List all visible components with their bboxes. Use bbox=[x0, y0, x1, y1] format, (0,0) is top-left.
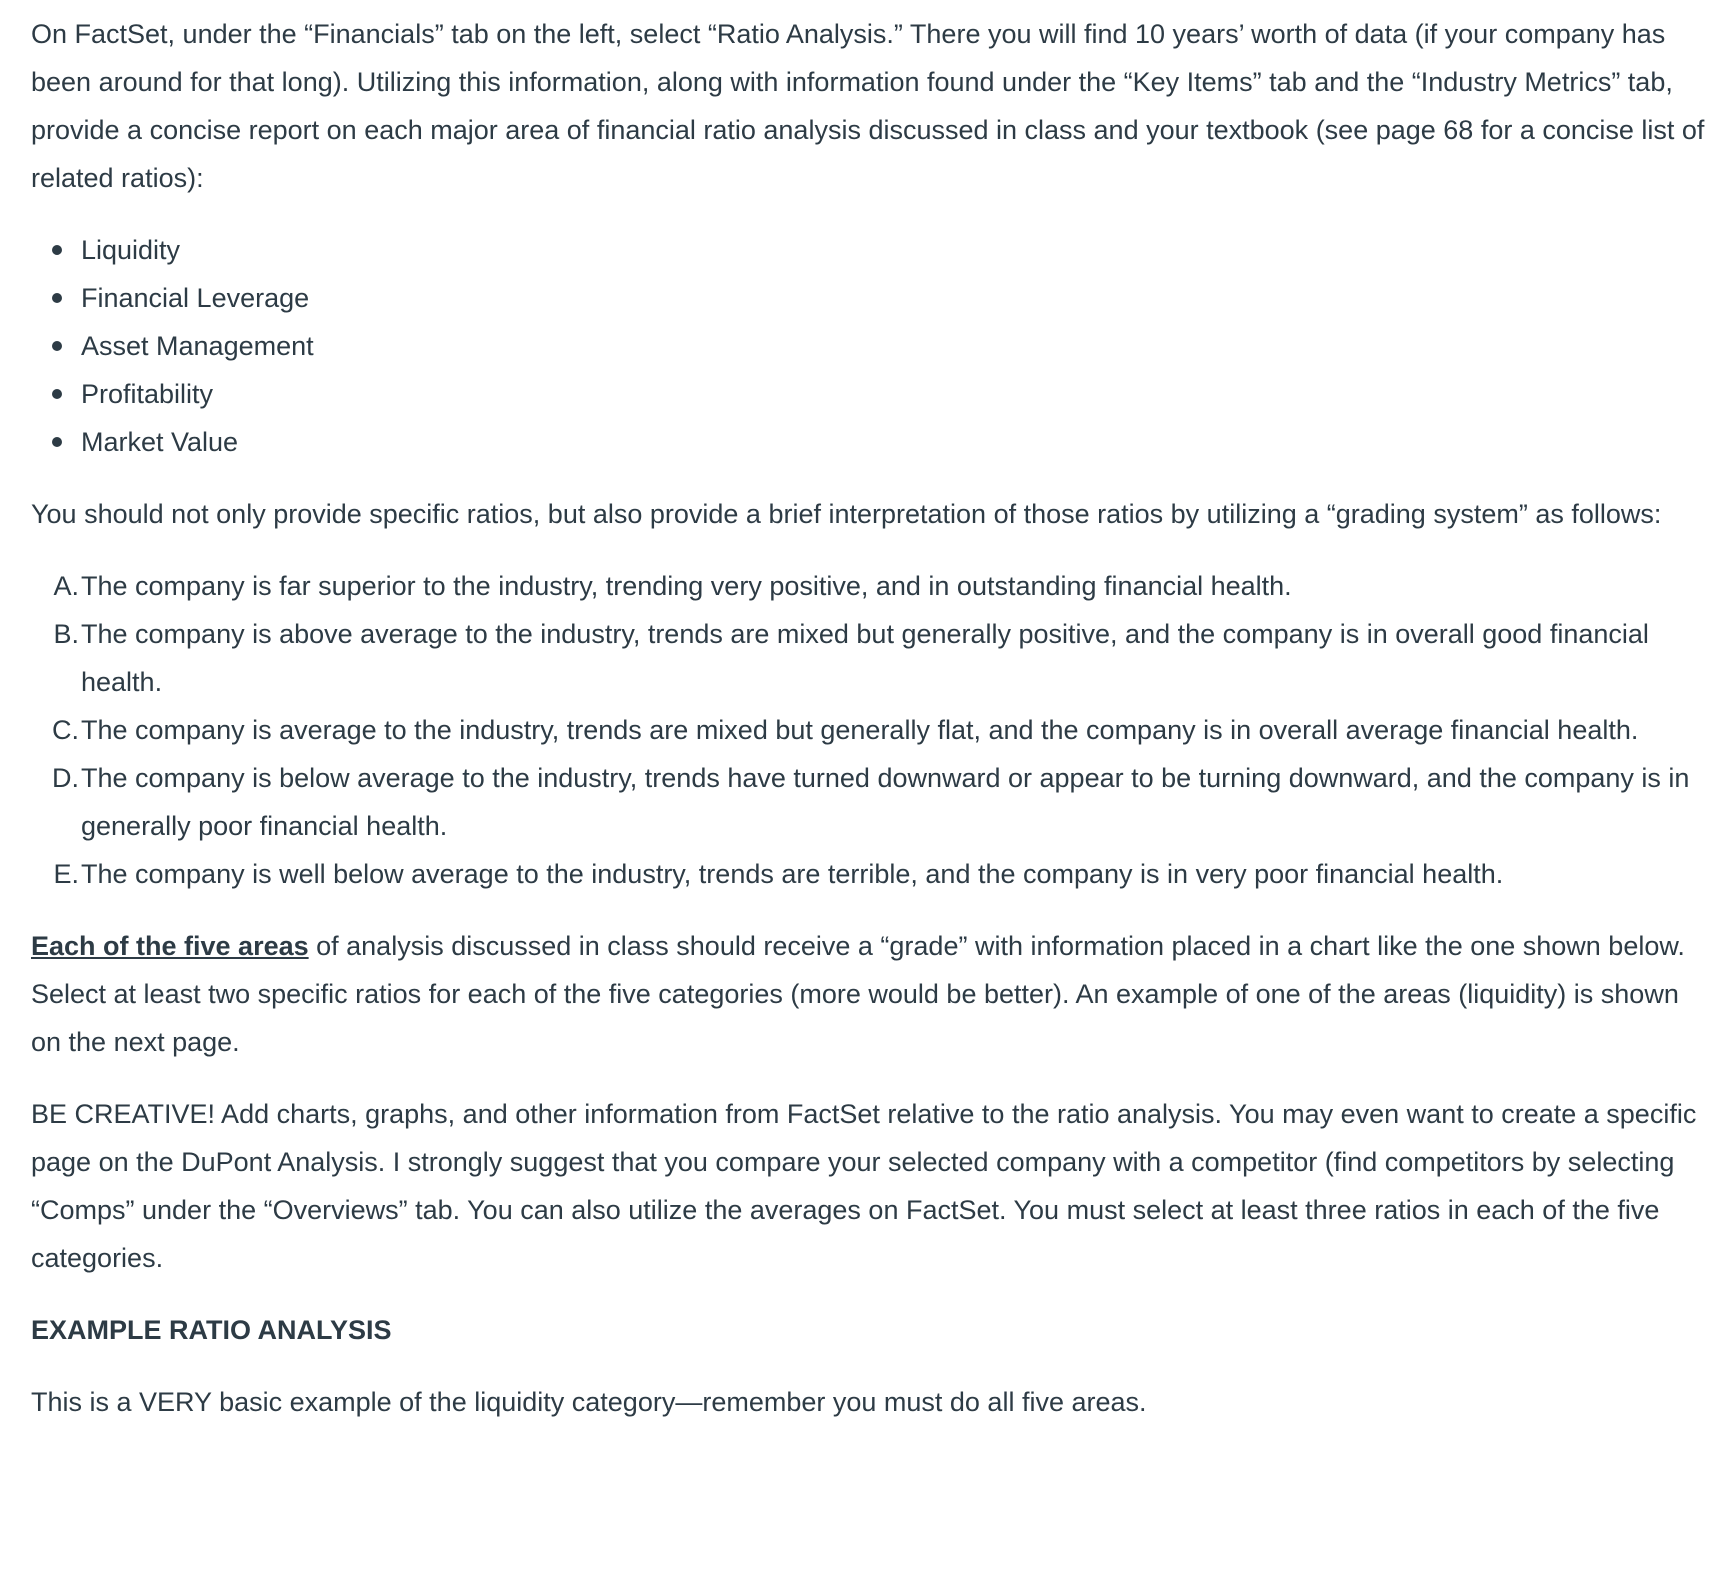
grade-item bbox=[52, 754, 1706, 850]
list-item bbox=[81, 274, 1706, 322]
five-areas-emphasis: Each of the five areas bbox=[31, 931, 309, 961]
grade-item bbox=[53, 610, 1706, 706]
bullet-icon bbox=[52, 437, 62, 447]
intro-paragraph: On FactSet, under the “Financials” tab on the left, select “Ratio Analysis.” There you will find 10 years’ worth of data (if your company has been around for that long). Utilizing this information, along with information found under the “Key Items” tab and the “Industry Metrics” tab, provide a concise report on each major area of financial ratio analysis discussed in class and your textbook (see page 68 for a concise list of related ratios): bbox=[31, 19, 1705, 193]
example-note-paragraph: This is a VERY basic example of the liquidity category—remember you must do all five areas. bbox=[31, 1387, 1147, 1417]
bullet-icon bbox=[52, 389, 62, 399]
bullet-icon bbox=[52, 293, 62, 303]
grade-text: The company is above average to the industry, trends are mixed but generally positive, and the company is in overall good financial health. bbox=[81, 619, 1649, 697]
grade-letter: E. bbox=[53, 859, 79, 889]
list-item-label: Financial Leverage bbox=[81, 283, 310, 313]
grade-letter: A. bbox=[53, 571, 79, 601]
list-item-label: Asset Management bbox=[81, 331, 314, 361]
areas-list bbox=[31, 226, 1706, 466]
grade-letter: C. bbox=[52, 715, 79, 745]
grades-list bbox=[31, 562, 1706, 898]
list-item-label: Market Value bbox=[81, 427, 239, 457]
grade-item bbox=[52, 706, 1706, 754]
five-areas-rest: of analysis discussed in class should receive a “grade” with information placed in a chart like the one shown below. Select at least two specific ratios for each of the five categories (more would be better). An example of one of the areas (liquidity) is shown on the next page. bbox=[31, 931, 1685, 1057]
list-item bbox=[81, 370, 1706, 418]
list-item bbox=[81, 418, 1706, 466]
list-item bbox=[81, 322, 1706, 370]
grade-text: The company is below average to the industry, trends have turned downward or appear to be turning downward, and the company is in generally poor financial health. bbox=[81, 763, 1690, 841]
grade-text: The company is well below average to the industry, trends are terrible, and the company is in very poor financial health. bbox=[81, 859, 1504, 889]
grade-text: The company is far superior to the industry, trending very positive, and in outstanding financial health. bbox=[81, 571, 1292, 601]
five-areas-paragraph bbox=[31, 922, 1706, 1066]
grade-item bbox=[53, 562, 1706, 610]
grade-text: The company is average to the industry, trends are mixed but generally flat, and the company is in overall average financial health. bbox=[81, 715, 1639, 745]
example-heading: EXAMPLE RATIO ANALYSIS bbox=[31, 1315, 392, 1345]
be-creative-paragraph: BE CREATIVE! Add charts, graphs, and other information from FactSet relative to the ratio analysis. You may even want to create a specific page on the DuPont Analysis. I strongly suggest that you compare your selected company with a competitor (find competitors by selecting “Comps” under the “Overviews” tab. You can also utilize the averages on FactSet. You must select at least three ratios in each of the five categories. bbox=[31, 1099, 1697, 1273]
grade-letter: D. bbox=[52, 763, 79, 793]
grade-item bbox=[53, 850, 1706, 898]
bullet-icon bbox=[52, 341, 62, 351]
list-item-label: Liquidity bbox=[81, 235, 181, 265]
grade-letter: B. bbox=[53, 619, 79, 649]
list-item bbox=[81, 226, 1706, 274]
grading-intro-paragraph: You should not only provide specific ratios, but also provide a brief interpretation of those ratios by utilizing a “grading system” as follows: bbox=[31, 499, 1662, 529]
bullet-icon bbox=[52, 245, 62, 255]
list-item-label: Profitability bbox=[81, 379, 214, 409]
